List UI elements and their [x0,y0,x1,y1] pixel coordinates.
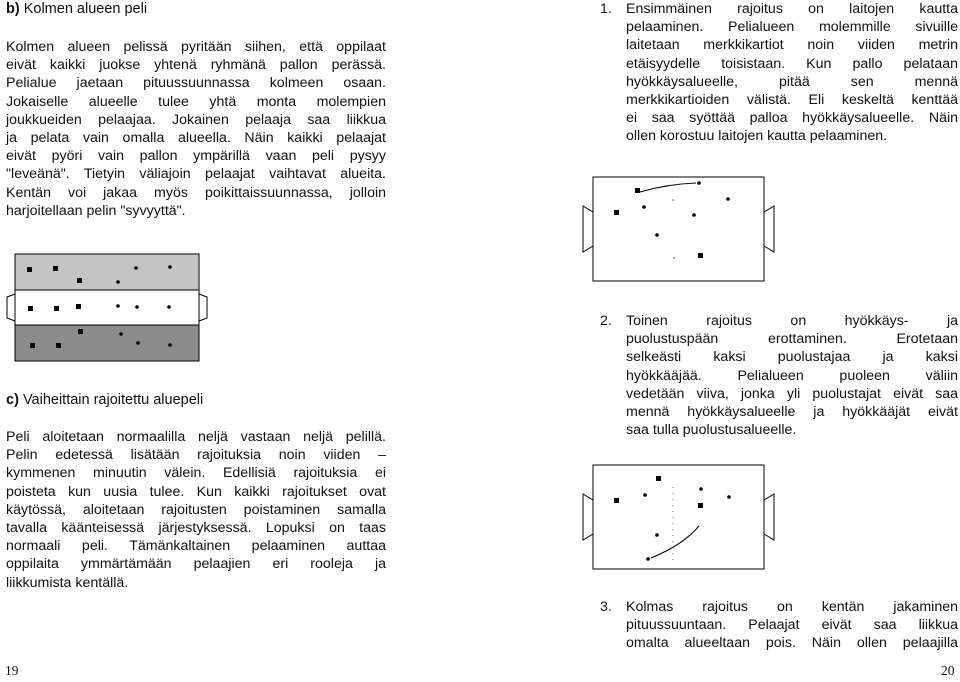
text-line: laitetaan merkkikartiot noin viiden metrin [626,37,958,54]
text-line: pelaaminen. Pelialueen molemmille sivuille [626,19,958,36]
zone-top [15,254,199,290]
left-goal [583,494,593,540]
section-b-heading [6,0,147,18]
text-line: kymmenen minuutin välein. Edellisiä rajoituksia ei [6,465,386,482]
item-number: 1. [600,1,612,17]
right-goal [764,494,774,540]
item-number: 3. [600,599,612,615]
section-b-letter: b) [6,1,20,17]
zone-middle [15,290,199,325]
section-c-heading [6,391,203,409]
right-goal [764,206,774,252]
text-line: omalta alueeltaan pois. Näin ollen pelaajilla [626,635,958,652]
restriction-item-2 [600,312,958,439]
text-line: Kentän voi jakaa myös poikittaissuunnassa, jolloin [6,184,386,201]
page-number-left: 19 [5,663,19,678]
wing-play-diagram [578,172,778,287]
text-line: käytössä, aloitetaan rajoitusten poistaminen samalla [6,501,386,518]
text-line: hyökkääjää. Pelialueen puoleen väliin [626,367,958,384]
left-goal [7,294,15,321]
text-line: etäisyydelle toisistaan. Kun pallo pelataan [626,55,958,72]
text-line: selkeästi kaksi puolustajaa ja kaksi [626,349,958,366]
page-number-right: 20 [941,663,955,678]
section-c-title: Vaiheittain rajoitettu aluepeli [22,392,204,408]
right-goal [199,294,207,321]
left-goal [583,206,593,252]
text-line: Pelialue jaetaan pituussuunnassa kolmeen osaan. [6,75,386,92]
text-line: puolustuspään erottaminen. Erotetaan [626,331,958,348]
three-zone-field-diagram [0,250,215,365]
text-line: normaali peli. Tämänkaltainen pelaaminen auttaa [6,538,386,555]
text-line: harjoitellaan pelin "syvyyttä". [6,202,186,219]
text-line: Pelin edetessä lisätään rajoituksia noin viiden – [6,447,386,464]
item-number: 2. [600,313,612,329]
text-line: oppilaita ymmärtämään pelaajien eri rooleja ja [6,556,386,573]
section-c-body [6,428,386,592]
text-line: Peli aloitetaan normaalilla neljä vastaan neljä pelillä. [6,429,386,445]
text-line: merkkikartioiden välistä. Eli keskeltä kenttää [626,92,958,109]
text-line: poisteta kun uusia tulee. Kun kaikki rajoitukset ovat [6,483,386,500]
text-line: eivät pyöri vain pallon ympärillä vaan peli pysyy [6,148,386,165]
text-line: hyökkäysalueelle, pitää sen mennä [626,73,958,90]
restriction-item-3 [600,598,958,653]
text-line: joukkueiden pelaajaa. Jokainen pelaaja saa liikkua [6,111,386,128]
section-b-title: Kolmen alueen peli [23,1,148,17]
text-line: Ensimmäinen rajoitus on laitojen kautta [626,1,958,17]
text-line: tavalla käänteisessä järjestyksessä. Lopuksi on taas [6,520,386,537]
field [593,177,764,281]
text-line: pituussuuntaan. Pelaajat eivät saa liikkua [626,617,958,634]
text-line: mennä hyökkäysalueelle ja hyökkääjät eivät [626,404,958,421]
section-c-letter: c) [6,392,19,408]
halfway-line-diagram [578,460,778,576]
text-line: saa tulla puolustusalueelle. [626,422,797,439]
section-b-body [6,38,386,220]
text-line: Kolmas rajoitus on kentän jakaminen [626,599,958,615]
text-line: ja pelata vain omalla alueella. Näin kaikki pelaajat [6,130,386,147]
text-line: Jokaiselle alueelle tulee yhtä monta molempien [6,93,386,110]
field [593,465,764,569]
text-line: Toinen rajoitus on hyökkäys- ja [626,313,958,329]
text-line: ollen korostuu laitojen kautta pelaaminen. [626,128,888,145]
text-line: eivät kaikki juokse yhtenä ryhmänä pallon perässä. [6,57,386,74]
text-line: Kolmen alueen pelissä pyritään siihen, että oppilaat [6,39,386,55]
zone-bottom [15,325,199,361]
text-line: liikkumista kentällä. [6,574,129,591]
text-line: "leveänä". Tietyin väliajoin pelaajat vaihtavat alueita. [6,166,386,183]
text-line: vedetään viiva, jonka yli puolustajat eivät saa [626,385,958,402]
restriction-item-1 [600,0,958,146]
text-line: ei saa syöttää palloa hyökkäysalueelle. Näin [626,110,958,127]
